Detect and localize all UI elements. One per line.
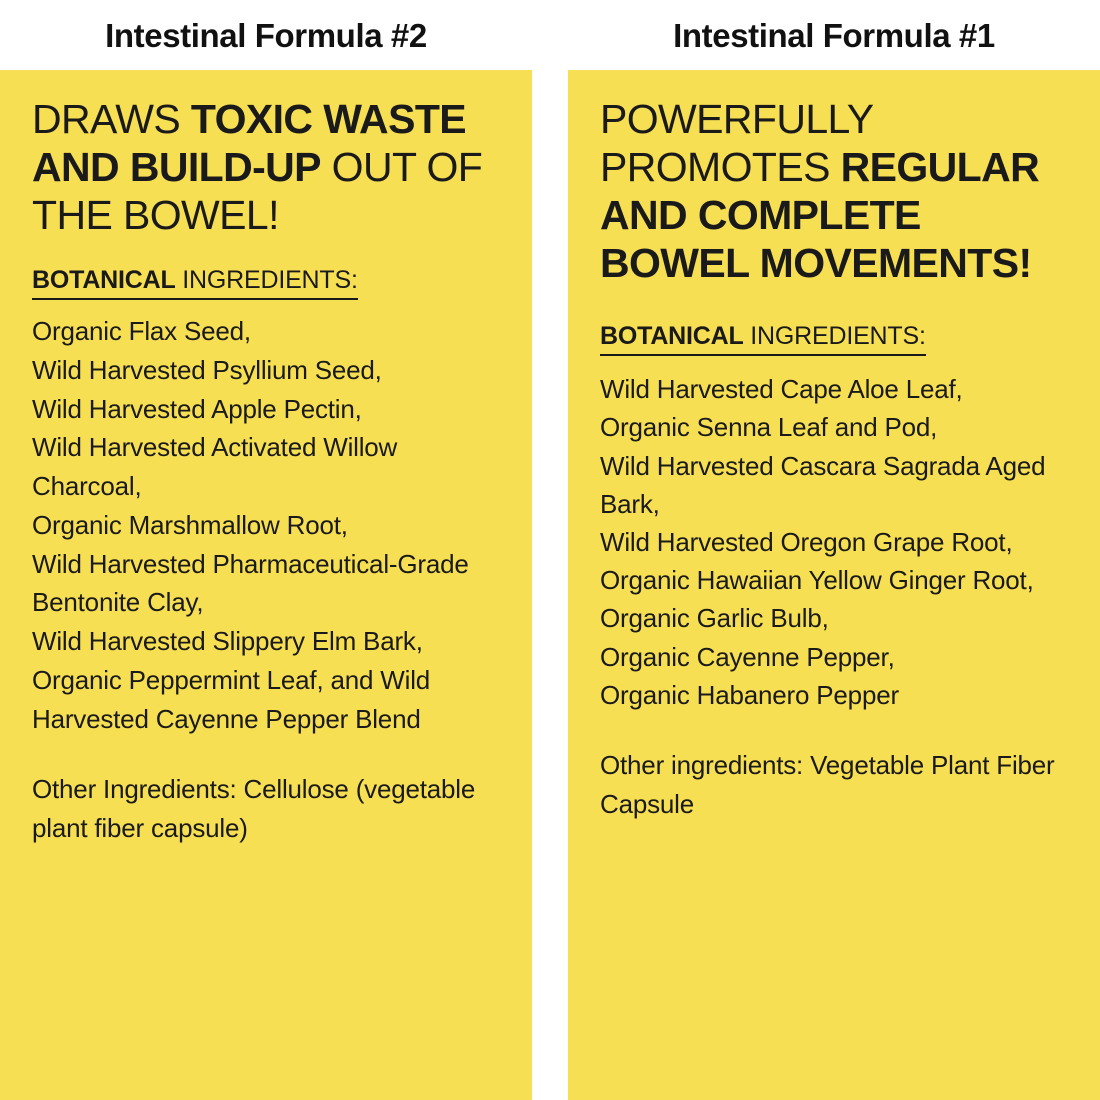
list-item: Organic Garlic Bulb, [600,603,829,634]
formula-2-body [0,70,532,1100]
formula-1-ingredients-list [600,370,1070,714]
formula-2-ingredients-list [32,312,502,738]
list-item: Wild Harvested Cape Aloe Leaf, [600,374,963,405]
formula-1-headline-part1: POWERFULLY PROMOTES [600,96,873,191]
list-item: Wild Harvested Cascara Sagrada Aged Bark, [600,450,1046,519]
list-item: Organic Cayenne Pepper, [600,641,895,672]
formula-1-headline [600,96,1070,288]
formula-1-ingredients-heading-bold: BOTANICAL [600,322,744,351]
list-item: Organic Flax Seed, [32,316,251,347]
formula-2-other-ingredients: Other Ingredients: Cellulose (vegetable plant fiber capsule) [32,774,476,844]
formula-1-body [568,70,1100,1100]
list-item: Wild Harvested Pharmaceutical-Grade Bentonite Clay, [32,548,469,618]
formula-1-other-ingredients: Other ingredients: Vegetable Plant Fiber Capsule [600,750,1055,819]
list-item: Wild Harvested Psyllium Seed, [32,354,382,385]
formula-2-ingredients-heading [32,266,358,300]
list-item: Organic Peppermint Leaf, and Wild Harvested Cayenne Pepper Blend [32,664,431,734]
list-item: Organic Hawaiian Yellow Ginger Root, [600,565,1034,596]
formula-1-ingredients-heading [600,322,926,356]
formula-1-headline-bold: REGULAR AND COMPLETE BOWEL MOVEMENTS! [600,144,1040,287]
formula-2-headline-part1: DRAWS [32,96,191,143]
formula-1-title: Intestinal Formula #1 [673,17,995,54]
formula-2-headline-bold: TOXIC WASTE AND BUILD-UP [32,96,467,191]
formula-1-ingredients-heading-rest: INGREDIENTS: [743,322,926,351]
formula-2-title: Intestinal Formula #2 [105,17,427,54]
list-item: Wild Harvested Oregon Grape Root, [600,527,1013,558]
list-item: Wild Harvested Slippery Elm Bark, [32,626,423,657]
formula-2-headline [32,96,502,240]
list-item: Organic Habanero Pepper [600,679,899,710]
list-item: Wild Harvested Activated Willow Charcoal, [32,432,398,502]
list-item: Organic Marshmallow Root, [32,509,348,540]
formula-2-ingredients-heading-bold: BOTANICAL [32,266,176,295]
formula-2-ingredients-heading-rest: INGREDIENTS: [175,266,358,295]
list-item: Wild Harvested Apple Pectin, [32,393,362,424]
list-item: Organic Senna Leaf and Pod, [600,412,938,443]
formula-1-card [550,0,1100,1100]
formula-2-ingredients-heading-wrap [32,266,502,312]
formula-2-headline-part2: OUT OF THE BOWEL! [32,144,483,239]
formula-1-ingredients-heading-wrap [600,322,1070,370]
